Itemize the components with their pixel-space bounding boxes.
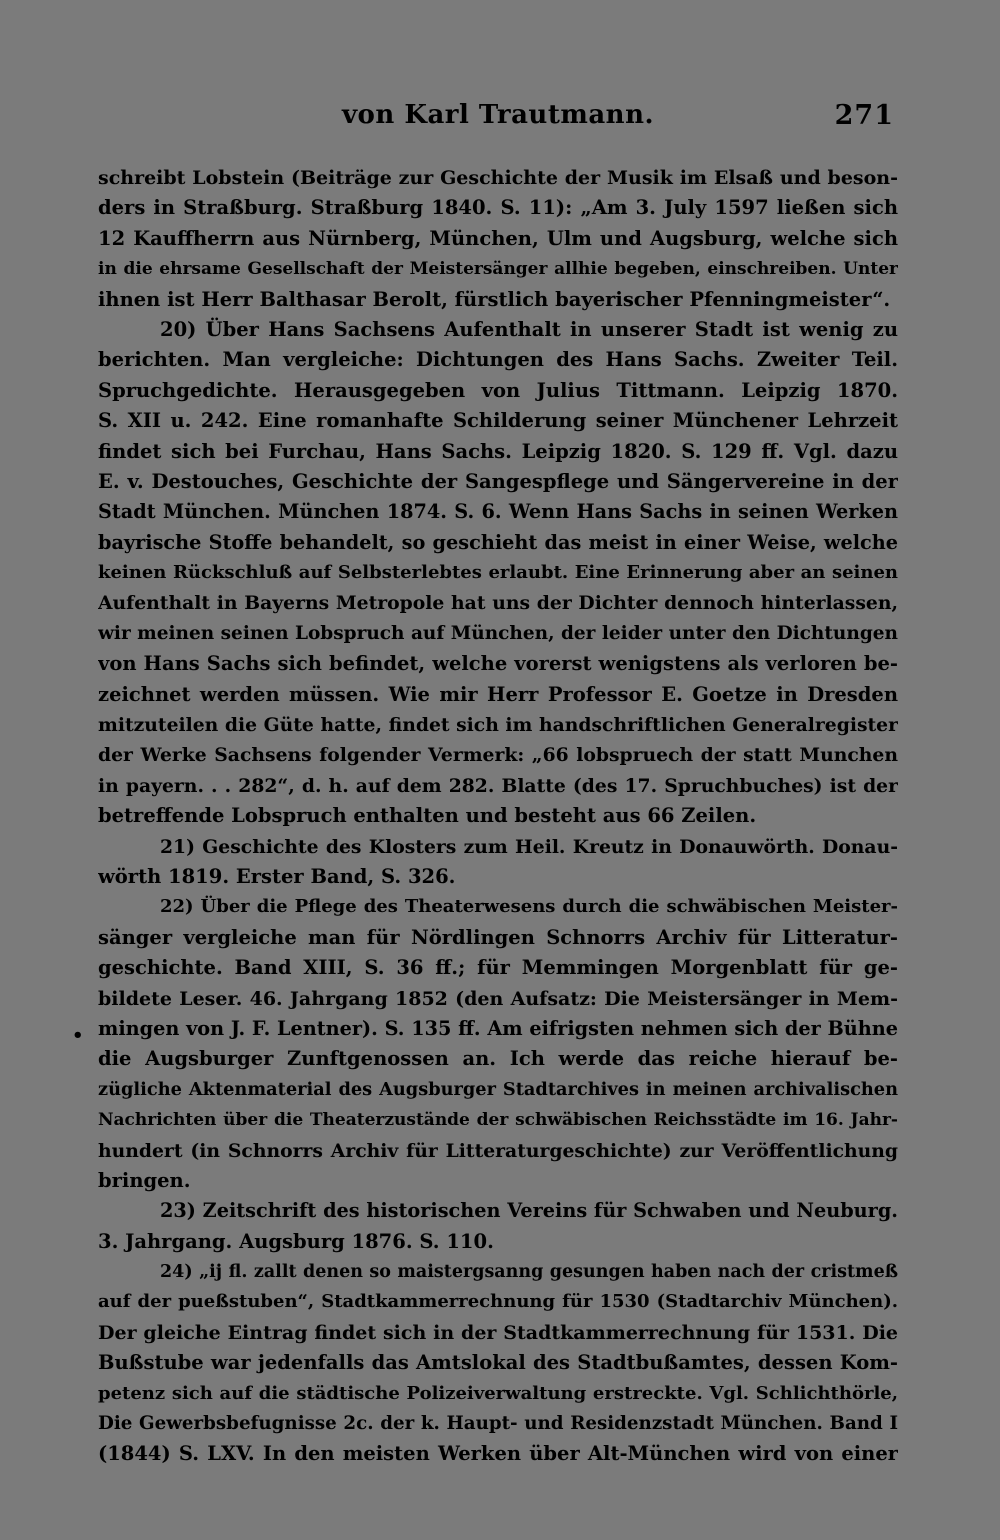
text-line: mitzuteilen die Güte hatte, findet sich im handschriftlichen Generalregister <box>98 714 898 737</box>
text-line: Bußstube war jedenfalls das Amtslokal des Stadtbußamtes, dessen Kom- <box>98 1351 898 1375</box>
text-line: 22) Über die Pflege des Theaterwesens durch die schwäbischen Meister- <box>160 896 898 918</box>
text-line: Spruchgedichte. Herausgegeben von Julius Tittmann. Leipzig 1870. <box>98 378 898 402</box>
text-line: Der gleiche Eintrag findet sich in der Stadtkammerrechnung für 1531. Die <box>98 1321 898 1344</box>
text-line: auf der pueßstuben“, Stadtkammerrechnung für 1530 (Stadtarchiv München). <box>98 1291 898 1313</box>
text-line: (1844) S. LXV. In den meisten Werken über Alt-München wird von einer <box>98 1442 898 1466</box>
text-line: geschichte. Band XIII, S. 36 ff.; für Memmingen Morgenblatt für ge- <box>98 956 898 980</box>
text-line: 23) Zeitschrift des historischen Vereins für Schwaben und Neuburg. <box>160 1199 898 1223</box>
text-line: wir meinen seinen Lobspruch auf München, der leider unter den Dichtungen <box>98 622 898 644</box>
text-line: wörth 1819. Erster Band, S. 326. <box>98 864 456 888</box>
text-line: berichten. Man vergleiche: Dichtungen des Hans Sachs. Zweiter Teil. <box>98 348 898 372</box>
text-line: 21) Geschichte des Klosters zum Heil. Kreutz in Donauwörth. Donau- <box>160 835 898 858</box>
text-line: ders in Straßburg. Straßburg 1840. S. 11): „Am 3. July 1597 ließen sich <box>98 196 898 220</box>
text-line: findet sich bei Furchau, Hans Sachs. Leipzig 1820. S. 129 ff. Vgl. dazu <box>98 439 898 463</box>
running-head <box>98 100 898 140</box>
text-line: keinen Rückschluß auf Selbsterlebtes erlaubt. Eine Erinnerung aber an seinen <box>98 562 898 584</box>
text-line: 12 Kauffherrn aus Nürnberg, München, Ulm und Augsburg, welche sich <box>98 226 898 250</box>
text-line: 24) „ij fl. zallt denen so maistergsanng gesungen haben nach der cristmeß <box>160 1262 898 1283</box>
text-line: mingen von J. F. Lentner). S. 135 ff. Am eifrigsten nehmen sich der Bühne <box>98 1016 898 1040</box>
text-line: die Augsburger Zunftgenossen an. Ich werde das reiche hierauf be- <box>98 1047 898 1071</box>
text-line: S. XII u. 242. Eine romanhafte Schilderung seiner Münchener Lehrzeit <box>98 409 898 433</box>
text-line: hundert (in Schnorrs Archiv für Litteraturgeschichte) zur Veröffentlichung <box>98 1139 898 1162</box>
text-line: petenz sich auf die städtische Polizeiverwaltung erstreckte. Vgl. Schlichthörle, <box>98 1382 898 1404</box>
page-number: 271 <box>834 100 894 131</box>
text-line: Aufenthalt in Bayerns Metropole hat uns der Dichter dennoch hinterlassen, <box>98 592 898 615</box>
running-title: von Karl Trautmann. <box>341 100 655 130</box>
text-line: schreibt Lobstein (Beiträge zur Geschichte der Musik im Elsaß und beson- <box>98 167 898 189</box>
text-line: bringen. <box>98 1168 191 1192</box>
text-line: Die Gewerbsbefugnisse 2c. der k. Haupt- und Residenzstadt München. Band I <box>98 1413 898 1435</box>
body-text <box>98 163 898 1470</box>
text-line: sänger vergleiche man für Nördlingen Schnorrs Archiv für Litteratur- <box>98 925 898 949</box>
text-line: E. v. Destouches, Geschichte der Sangespflege und Sängervereine in der <box>98 469 898 493</box>
text-line: bildete Leser. 46. Jahrgang 1852 (den Aufsatz: Die Meistersänger in Mem- <box>98 987 898 1010</box>
text-line: 3. Jahrgang. Augsburg 1876. S. 110. <box>98 1229 494 1253</box>
text-line: von Hans Sachs sich befindet, welche vorerst wenigstens als verloren be- <box>98 652 898 676</box>
text-line: zeichnet werden müssen. Wie mir Herr Professor E. Goetze in Dresden <box>98 682 898 706</box>
text-line: in payern. . . 282“, d. h. auf dem 282. Blatte (des 17. Spruchbuches) ist der <box>98 774 898 797</box>
text-line: zügliche Aktenmaterial des Augsburger Stadtarchives in meinen archivalischen <box>98 1078 898 1100</box>
text-line: ihnen ist Herr Balthasar Berolt, fürstlich bayerischer Pfenningmeister“. <box>98 287 891 311</box>
text-line: bayrische Stoffe behandelt, so geschieht das meist in einer Weise, welche <box>98 530 898 554</box>
margin-mark: • <box>72 1025 84 1046</box>
text-line: in die ehrsame Gesellschaft der Meistersänger allhie begeben, einschreiben. Unter <box>98 259 898 280</box>
text-line: Stadt München. München 1874. S. 6. Wenn Hans Sachs in seinen Werken <box>98 500 898 524</box>
text-line: Nachrichten über die Theaterzustände der schwäbischen Reichsstädte im 16. Jahr- <box>98 1110 898 1131</box>
text-line: der Werke Sachsens folgender Vermerk: „66 lobspruech der statt Munchen <box>98 744 898 767</box>
text-line: 20) Über Hans Sachsens Aufenthalt in unserer Stadt ist wenig zu <box>160 317 898 341</box>
text-line: betreffende Lobspruch enthalten und besteht aus 66 Zeilen. <box>98 804 757 828</box>
